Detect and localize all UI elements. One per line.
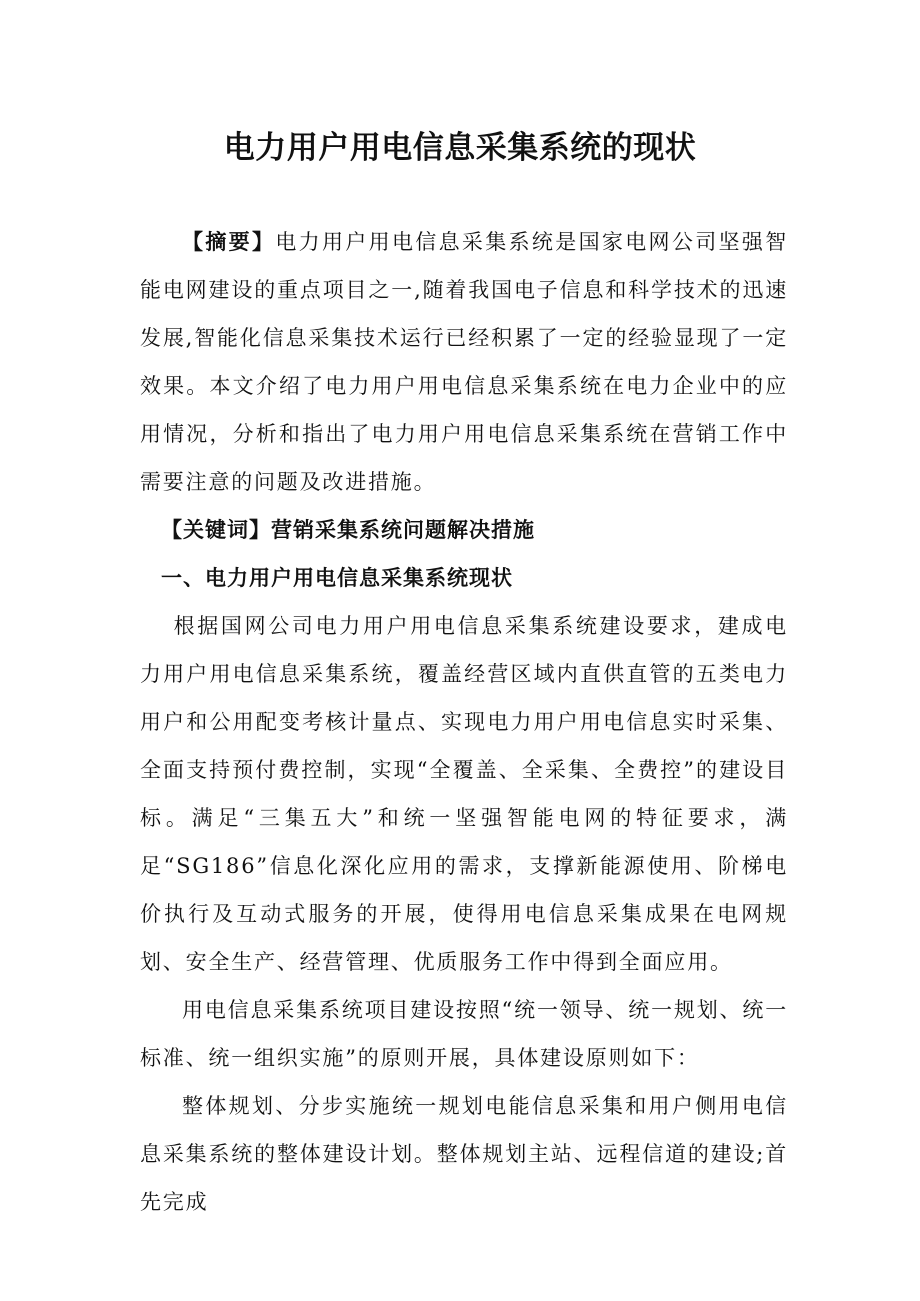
body-paragraph-3: 整体规划、分步实施统一规划电能信息采集和用户侧用电信息采集系统的整体建设计划。整体规划主站、远程信道的建设;首先完成 [140, 1094, 788, 1214]
body-paragraph-2: 用电信息采集系统项目建设按照“统一领导、统一规划、统一标准、统一组织实施”的原则开展，具体建设原则如下： [140, 998, 788, 1070]
body-paragraph-1: 根据国网公司电力用户用电信息采集系统建设要求，建成电力用户用电信息采集系统，覆盖经营区域内直供直管的五类电力用户和公用配变考核计量点、实现电力用户用电信息实时采集、全面支持预付费控制，实现“全覆盖、全采集、全费控”的建设目标。满足“三集五大”和统一坚强智能电网的特征要求，满足“SG186”信息化深化应用的需求，支撑新能源使用、阶梯电价执行及互动式服务的开展，使得用电信息采集成果在电网规划、安全生产、经营管理、优质服务工作中得到全面应用。 [140, 614, 788, 974]
keywords-line: 【关键词】营销采集系统问题解决措施 [161, 517, 535, 542]
document-title: 电力用户用电信息采集系统的现状 [223, 130, 697, 166]
abstract-text: 电力用户用电信息采集系统是国家电网公司坚强智能电网建设的重点项目之一,随着我国电子信息和科学技术的迅速发展,智能化信息采集技术运行已经积累了一定的经验显现了一定效果。本文介绍了电力用户用电信息采集系统在电力企业中的应用情况，分析和指出了电力用户用电信息采集系统在营销工作中需要注意的问题及改进措施。 [140, 230, 788, 494]
section-heading-1: 一、电力用户用电信息采集系统现状 [161, 565, 513, 590]
abstract-label: 【摘要】 [182, 229, 276, 254]
abstract-paragraph [140, 218, 788, 506]
